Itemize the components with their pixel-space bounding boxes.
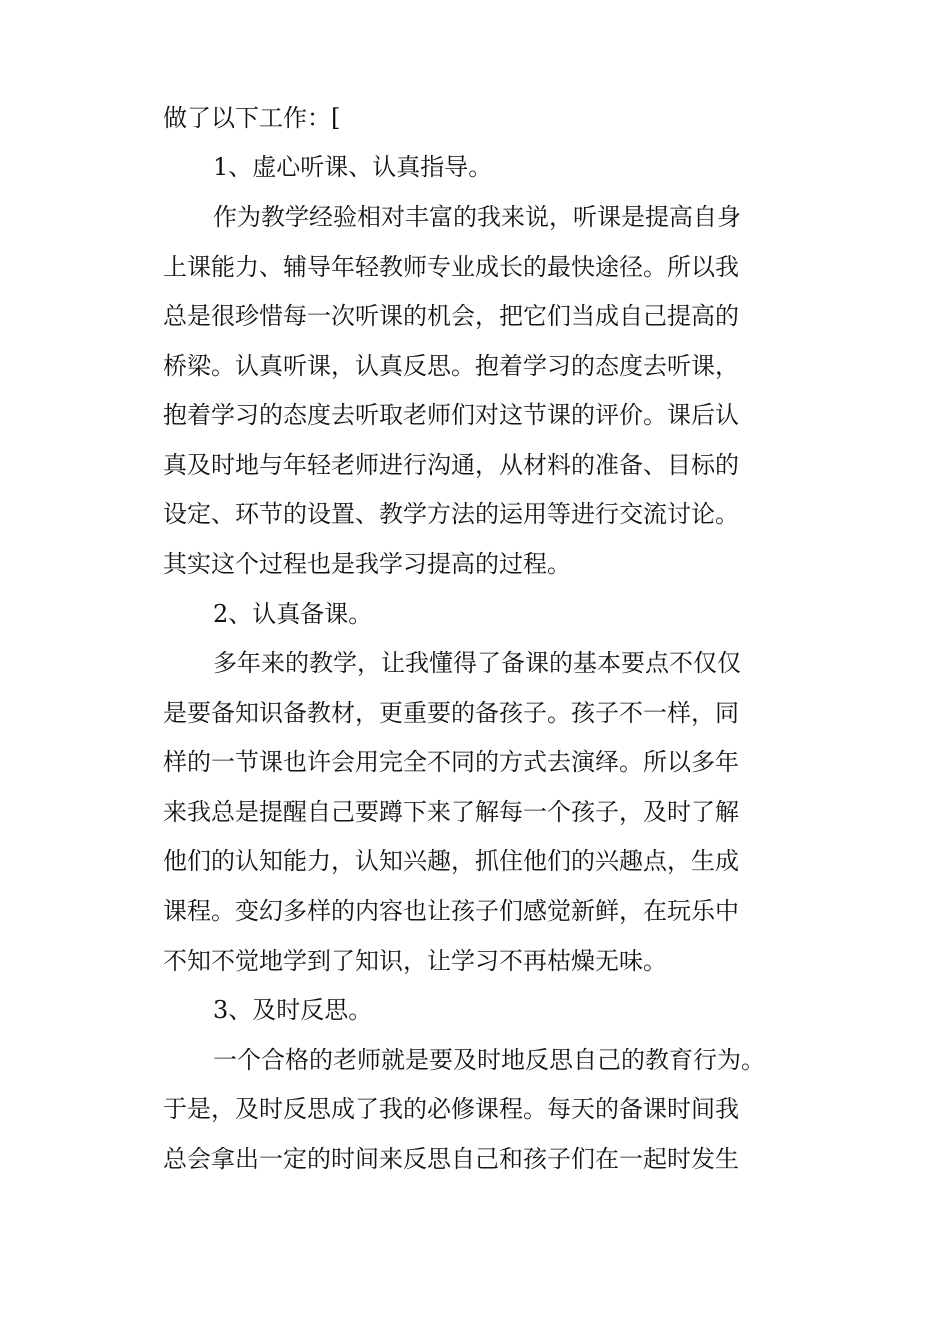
text-line: 桥梁。认真听课，认真反思。抱着学习的态度去听课， bbox=[163, 352, 739, 380]
text-line: 做了以下工作：[ bbox=[163, 104, 341, 132]
text-line: 于是，及时反思成了我的必修课程。每天的备课时间我 bbox=[163, 1095, 739, 1123]
section-heading: 2、认真备课。 bbox=[213, 600, 373, 628]
text-line: 总是很珍惜每一次听课的机会，把它们当成自己提高的 bbox=[163, 302, 739, 330]
text-line: 抱着学习的态度去听取老师们对这节课的评价。课后认 bbox=[163, 401, 739, 429]
text-line: 不知不觉地学到了知识，让学习不再枯燥无味。 bbox=[163, 947, 667, 975]
text-line: 是要备知识备教材，更重要的备孩子。孩子不一样，同 bbox=[163, 699, 739, 727]
text-line: 作为教学经验相对丰富的我来说，听课是提高自身 bbox=[213, 203, 741, 231]
text-line: 其实这个过程也是我学习提高的过程。 bbox=[163, 550, 571, 578]
text-line: 真及时地与年轻老师进行沟通，从材料的准备、目标的 bbox=[163, 451, 739, 479]
text-line: 一个合格的老师就是要及时地反思自己的教育行为。 bbox=[213, 1046, 765, 1074]
text-line: 样的一节课也许会用完全不同的方式去演绎。所以多年 bbox=[163, 748, 739, 776]
text-line: 设定、环节的设置、教学方法的运用等进行交流讨论。 bbox=[163, 500, 739, 528]
text-line: 他们的认知能力，认知兴趣，抓住他们的兴趣点，生成 bbox=[163, 847, 739, 875]
text-line: 来我总是提醒自己要蹲下来了解每一个孩子，及时了解 bbox=[163, 798, 739, 826]
section-heading: 1、虚心听课、认真指导。 bbox=[213, 153, 493, 181]
section-heading: 3、及时反思。 bbox=[213, 996, 373, 1024]
text-line: 上课能力、辅导年轻教师专业成长的最快途径。所以我 bbox=[163, 253, 739, 281]
text-line: 总会拿出一定的时间来反思自己和孩子们在一起时发生 bbox=[163, 1145, 739, 1173]
text-line: 多年来的教学，让我懂得了备课的基本要点不仅仅 bbox=[213, 649, 741, 677]
text-line: 课程。变幻多样的内容也让孩子们感觉新鲜，在玩乐中 bbox=[163, 897, 739, 925]
